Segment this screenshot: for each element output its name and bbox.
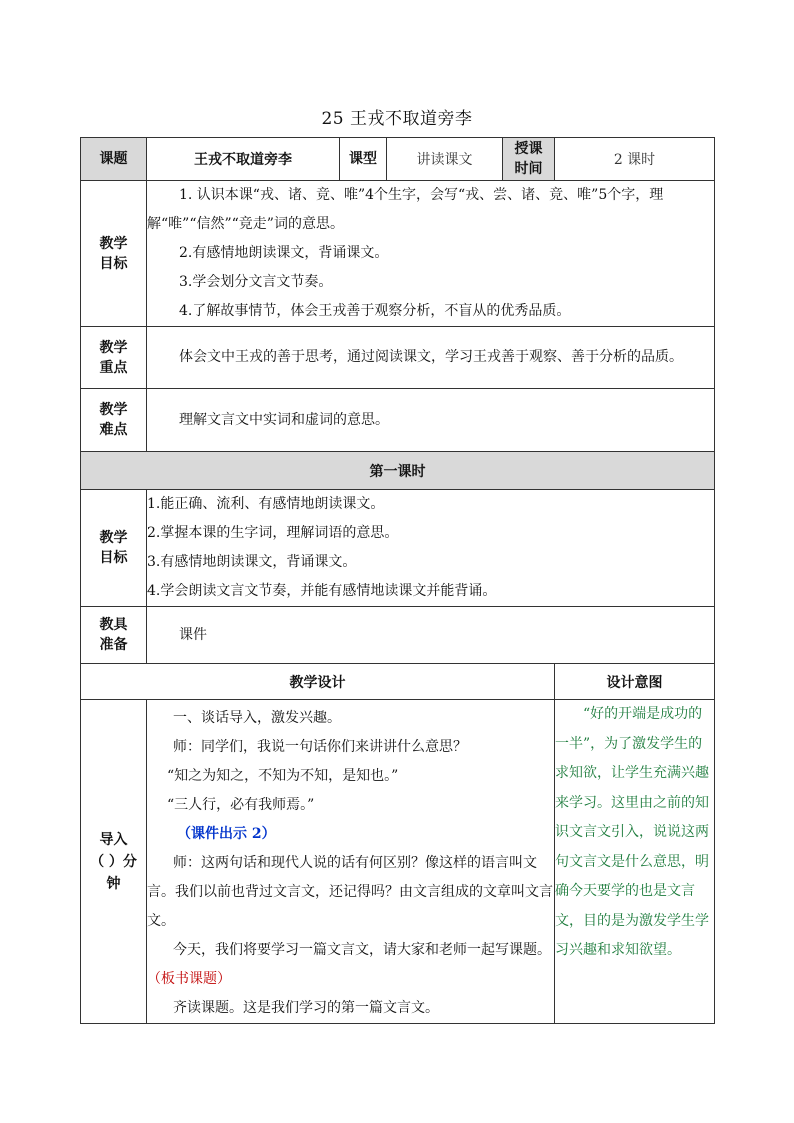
- lesson1-goals-row: [81, 490, 715, 607]
- goal-item: 4.了解故事情节，体会王戎善于观察分析，不盲从的优秀品质。: [179, 303, 571, 319]
- goal-item: 1. 认识本课“戎、诸、竞、唯”4个生字，会写“戎、尝、诸、竞、唯”5个字，理解“唯”“信然”“竞走”词的意思。: [147, 187, 664, 232]
- key-points-content: [147, 327, 715, 389]
- lesson1-goals-content: [147, 490, 715, 607]
- courseware-note: （课件出示 2）: [177, 826, 276, 842]
- intro-quote: “知之为知之，不知为不知，是知也。”: [167, 768, 399, 784]
- goal-item: 2.有感情地朗读课文，背诵课文。: [179, 245, 389, 261]
- design-intent-text: “好的开端是成功的一半”，为了激发学生的求知欲，让学生充满兴趣来学习。这里由之前的知识文言文引入，说说这两句文言文是什么意思，明确今天要学的也是文言文，目的是为激发学生学习兴趣和求知欲望。: [555, 706, 709, 958]
- lesson1-goal-item: 4.学会朗读文言文节奏，并能有感情地读课文并能背诵。: [147, 583, 497, 599]
- page-title: 25 王戎不取道旁李: [321, 109, 473, 129]
- design-header-row: [81, 664, 715, 700]
- time-label: [503, 138, 555, 181]
- tools-label-line2: 准备: [99, 637, 128, 653]
- goal-item: 3.学会划分文言文节奏。: [179, 274, 333, 290]
- lesson1-heading-row: [81, 452, 715, 490]
- goals-label-line2: 目标: [99, 255, 128, 272]
- lesson1-goals-label-line1: 教学: [99, 530, 128, 546]
- intro-line: 师：这两句话和现代人说的话有何区别？像这样的语言叫文言。我们以前也背过文言文，还记得吗？由文言组成的文章叫文言文。: [147, 855, 553, 929]
- key-points-text: 体会文中王戎的善于思考，通过阅读课文，学习王戎善于观察、善于分析的品质。: [179, 349, 683, 365]
- intro-line: 师：同学们，我说一句话你们来讲讲什么意思？: [173, 739, 467, 755]
- time-label-line2: 时间: [514, 161, 543, 177]
- topic-value: 王戎不取道旁李: [147, 138, 340, 181]
- lesson-plan-table: [80, 137, 715, 1024]
- intro-quote: “三人行，必有我师焉。”: [167, 797, 315, 813]
- intro-label: [81, 700, 147, 1024]
- difficulties-content: [147, 389, 715, 452]
- hours-value: 2 课时: [555, 138, 715, 181]
- difficulties-label-line2: 难点: [99, 422, 128, 438]
- design-col-right-header: 设计意图: [555, 664, 715, 700]
- board-note: （板书课题）: [147, 971, 231, 987]
- difficulties-row: [81, 389, 715, 452]
- time-label-line1: 授课: [514, 141, 543, 157]
- tools-label-line1: 教具: [99, 617, 128, 633]
- type-label: 课型: [340, 138, 387, 181]
- difficulties-text: 理解文言文中实词和虚词的意思。: [179, 411, 389, 428]
- tools-row: [81, 607, 715, 664]
- intro-label-line3: 钟: [106, 875, 121, 892]
- goals-label-line1: 教学: [99, 235, 128, 252]
- type-value: 讲读课文: [387, 138, 503, 181]
- design-col-left-header: 教学设计: [81, 664, 555, 700]
- lesson1-goals-label: [81, 490, 147, 607]
- key-points-label-line1: 教学: [99, 339, 128, 356]
- lesson1-goal-item: 3.有感情地朗读课文，背诵课文。: [147, 554, 357, 570]
- intro-label-line2: （ ）分: [90, 853, 137, 870]
- lesson1-heading: 第一课时: [81, 452, 715, 490]
- intro-line: [147, 936, 554, 994]
- intro-content: [147, 700, 555, 1024]
- difficulties-label: [81, 389, 147, 452]
- lesson1-goals-label-line2: 目标: [99, 550, 128, 566]
- difficulties-label-line1: 教学: [99, 402, 128, 418]
- goals-content: [147, 181, 715, 327]
- tools-content: [147, 607, 715, 664]
- lesson1-goal-item: 1.能正确、流利、有感情地朗读课文。: [147, 496, 385, 512]
- intro-label-line1: 导入: [99, 831, 128, 848]
- lesson1-goal-item: 2.掌握本课的生字词，理解词语的意思。: [147, 525, 399, 541]
- goals-row: [81, 181, 715, 327]
- tools-value: 课件: [179, 626, 207, 643]
- key-points-label-line2: 重点: [99, 359, 128, 376]
- intro-row: [81, 700, 715, 1024]
- design-intent: [555, 700, 715, 1024]
- key-points-row: [81, 327, 715, 389]
- tools-label: [81, 607, 147, 664]
- intro-line-text: 今天，我们将要学习一篇文言文，请大家和老师一起写课题。: [173, 942, 551, 958]
- header-row: [81, 138, 715, 181]
- topic-label: 课题: [81, 138, 147, 181]
- goals-label: [81, 181, 147, 327]
- key-points-label: [81, 327, 147, 389]
- intro-line: 一、谈话导入，激发兴趣。: [173, 710, 341, 726]
- intro-line: 齐读课题。这是我们学习的第一篇文言文。: [173, 1000, 439, 1016]
